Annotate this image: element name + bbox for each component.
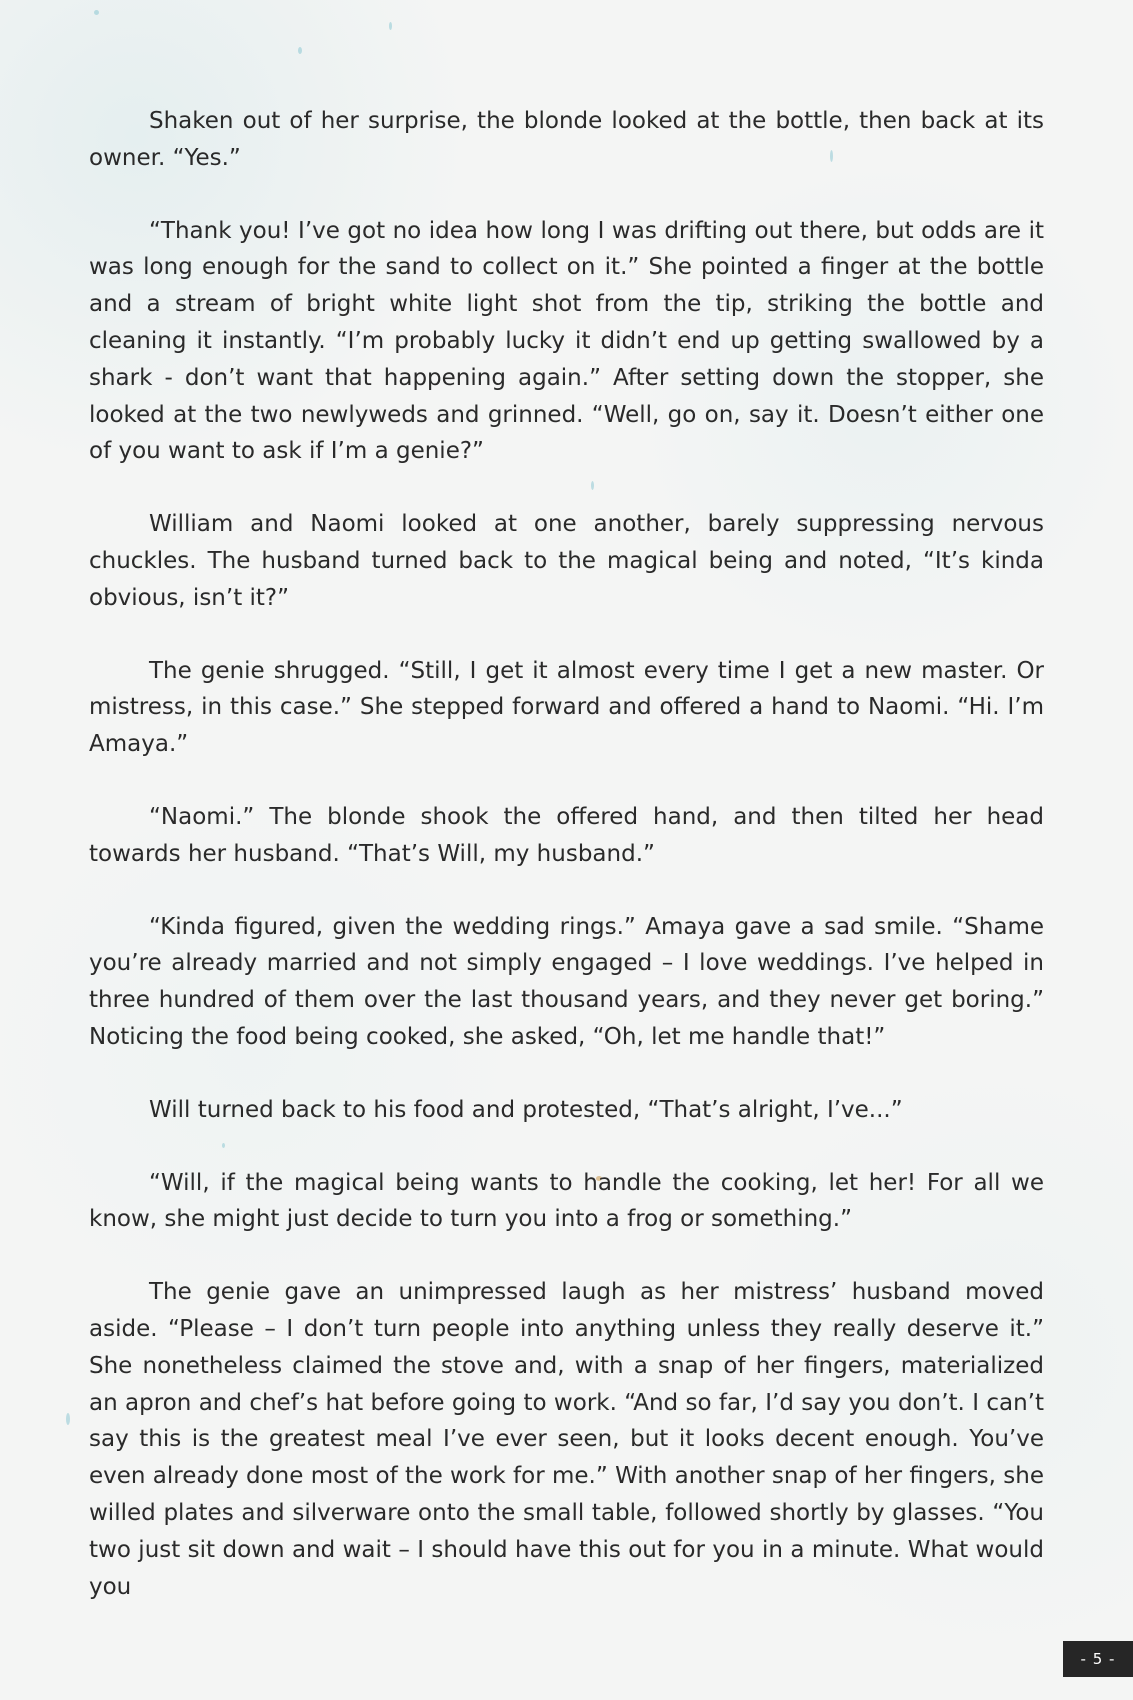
- paragraph: William and Naomi looked at one another, barely suppressing nervous chuckles. The husband turned back to the magical being and noted, “It’s kinda obvious, isn’t it?”: [89, 511, 1044, 611]
- paper-speck: [66, 1413, 70, 1425]
- paragraph: The genie gave an unimpressed laugh as her mistress’ husband moved aside. “Please – I don’t turn people into anything unless they really deserve it.” She nonetheless claimed the stove and, with a snap of her fingers, materialized an apron and chef’s hat before going to work. “And so far, I’d say you don’t. I can’t say this is the greatest meal I’ve ever seen, but it looks decent enough. You’ve even already done most of the work for me.” With another snap of her fingers, she willed plates and silverware onto the small table, followed shortly by glasses. “You two just sit down and wait – I should have this out for you in a minute. What would you: [89, 1279, 1044, 1600]
- paper-speck: [389, 22, 392, 30]
- paragraph: “Thank you! I’ve got no idea how long I was drifting out there, but odds are it was long enough for the sand to collect on it.” She pointed a finger at the bottle and a stream of bright white light shot from the tip, striking the bottle and cleaning it instantly. “I’m probably lucky it didn’t end up getting swallowed by a shark - don’t want that happening again.” After setting down the stopper, she looked at the two newlyweds and grinned. “Well, go on, say it. Doesn’t either one of you want to ask if I’m a genie?”: [89, 217, 1044, 465]
- paragraph: “Kinda figured, given the wedding rings.” Amaya gave a sad smile. “Shame you’re already married and not simply engaged – I love weddings. I’ve helped in three hundred of them over the last thousand years, and they never get boring.” Noticing the food being cooked, she asked, “Oh, let me handle that!”: [89, 913, 1044, 1050]
- paragraph: “Will, if the magical being wants to handle the cooking, let her! For all we know, she might just decide to turn you into a frog or something.”: [89, 1169, 1044, 1233]
- paper-speck: [94, 10, 99, 15]
- paragraph: The genie shrugged. “Still, I get it almost every time I get a new master. Or mistress, in this case.” She stepped forward and offered a hand to Naomi. “Hi. I’m Amaya.”: [89, 657, 1044, 758]
- body-text: [89, 103, 1044, 1641]
- paper-speck: [298, 47, 302, 54]
- paragraph: Shaken out of her surprise, the blonde looked at the bottle, then back at its owner. “Yes.”: [89, 108, 1044, 171]
- paragraph: “Naomi.” The blonde shook the offered hand, and then tilted her head towards her husband. “That’s Will, my husband.”: [89, 803, 1044, 867]
- page-number: - 5 -: [1063, 1641, 1133, 1677]
- paragraph: Will turned back to his food and protested, “That’s alright, I’ve...”: [149, 1096, 903, 1123]
